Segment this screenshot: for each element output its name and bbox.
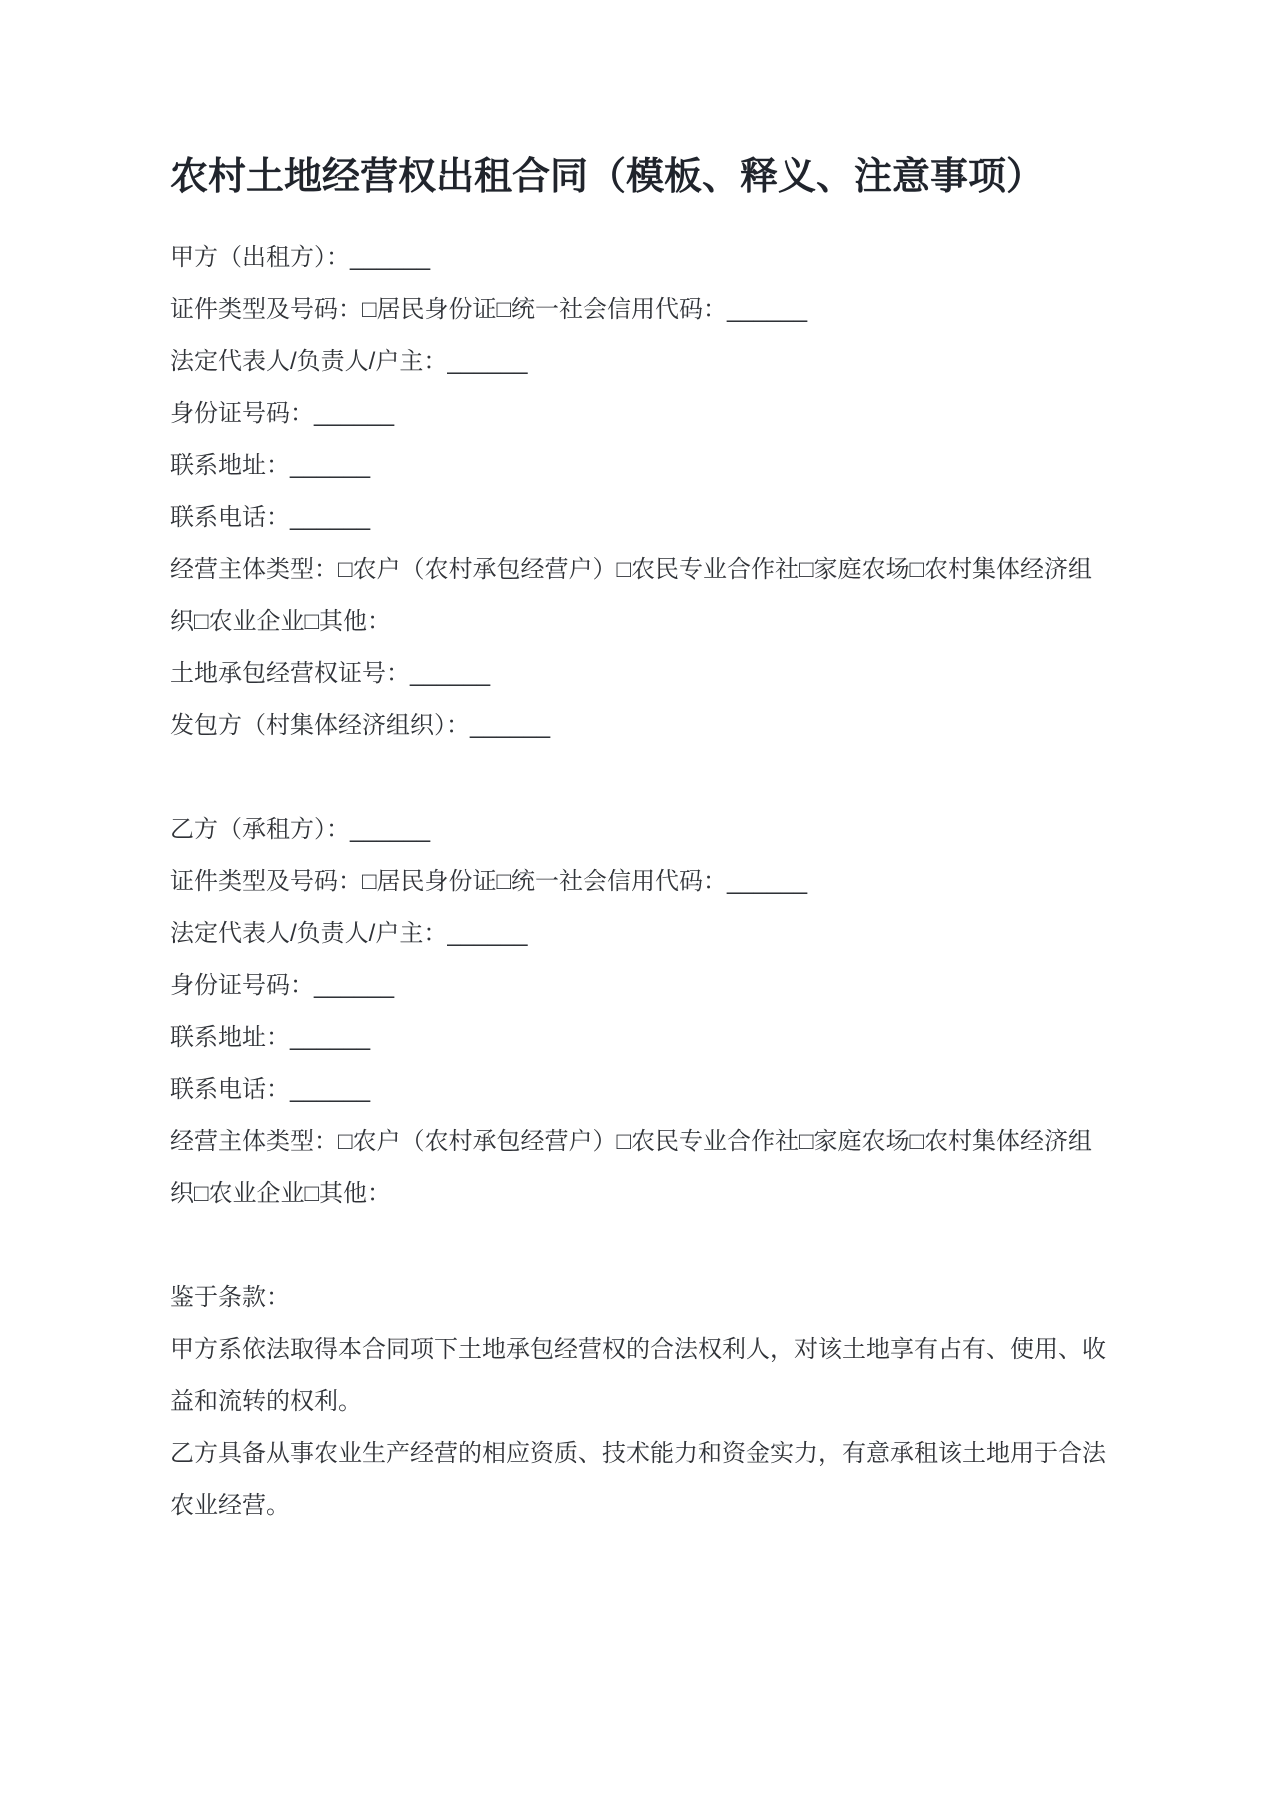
party-b-section <box>170 804 1110 1220</box>
party-a-id-type-line: 证件类型及号码：□居民身份证□统一社会信用代码：______ <box>170 296 808 323</box>
recital-party-a-clause: 甲方系依法取得本合同项下土地承包经营权的合法权利人，对该土地享有占有、使用、收益和流转的权利。 <box>170 1336 1106 1415</box>
party-b-id-number-line: 身份证号码：______ <box>170 972 395 999</box>
party-a-land-cert-line: 土地承包经营权证号：______ <box>170 660 491 687</box>
party-a-name-line: 甲方（出租方）：______ <box>170 244 431 271</box>
recitals-section <box>170 1272 1110 1532</box>
party-b-entity-type-line: 经营主体类型：□农户（农村承包经营户）□农民专业合作社□家庭农场□农村集体经济组织□农业企业□其他： <box>170 1128 1092 1207</box>
party-b-id-type-line: 证件类型及号码：□居民身份证□统一社会信用代码：______ <box>170 868 808 895</box>
recital-party-b-clause: 乙方具备从事农业生产经营的相应资质、技术能力和资金实力，有意承租该土地用于合法农业经营。 <box>170 1440 1106 1519</box>
party-a-issuer-line: 发包方（村集体经济组织）：______ <box>170 712 551 739</box>
party-a-phone-line: 联系电话：______ <box>170 504 371 531</box>
party-a-legal-rep-line: 法定代表人/负责人/户主：______ <box>170 348 528 375</box>
party-b-phone-line: 联系电话：______ <box>170 1076 371 1103</box>
party-b-legal-rep-line: 法定代表人/负责人/户主：______ <box>170 920 528 947</box>
party-a-section <box>170 232 1110 752</box>
recitals-heading: 鉴于条款： <box>170 1284 290 1311</box>
party-a-entity-type-line: 经营主体类型：□农户（农村承包经营户）□农民专业合作社□家庭农场□农村集体经济组织□农业企业□其他： <box>170 556 1092 635</box>
party-b-address-line: 联系地址：______ <box>170 1024 371 1051</box>
party-a-id-number-line: 身份证号码：______ <box>170 400 395 427</box>
page-title: 农村土地经营权出租合同（模板、释义、注意事项） <box>170 156 1045 198</box>
party-b-name-line: 乙方（承租方）：______ <box>170 816 431 843</box>
party-a-address-line: 联系地址：______ <box>170 452 371 479</box>
